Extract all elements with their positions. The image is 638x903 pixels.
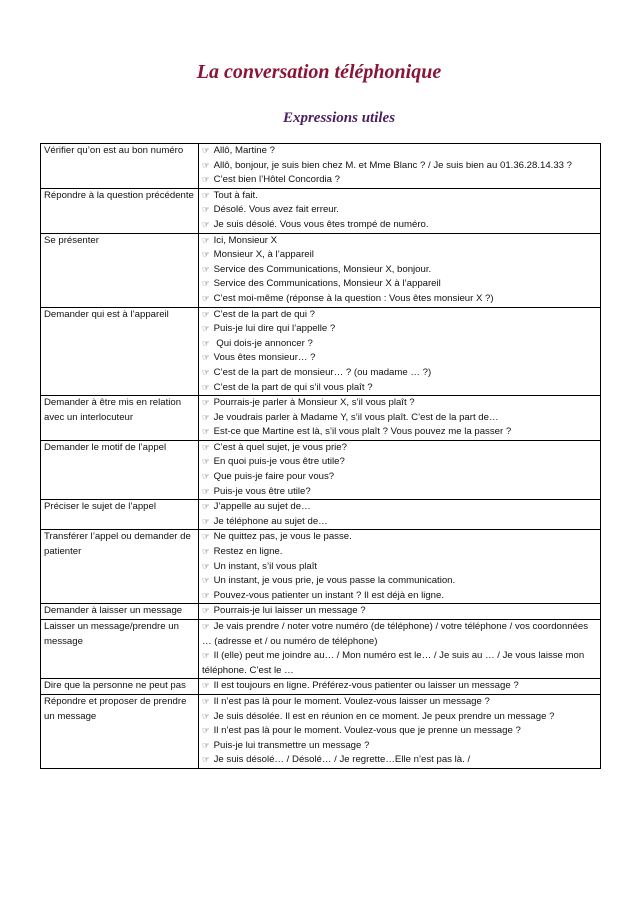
expression-text: En quoi puis-je vous être utile? — [213, 456, 345, 468]
list-item — [202, 695, 597, 710]
expressions-cell — [199, 604, 601, 620]
situation-cell — [41, 307, 199, 396]
list-item — [202, 604, 597, 619]
situation-label: Dire que la personne ne peut pas — [44, 680, 186, 692]
table-row — [41, 396, 601, 441]
pointing-hand-icon: ☞ — [202, 293, 210, 304]
expressions-cell — [199, 144, 601, 189]
table-row — [41, 679, 601, 695]
expression-text: C’est bien l’Hôtel Concordia ? — [213, 174, 341, 186]
list-item — [202, 753, 597, 768]
expressions-cell — [199, 396, 601, 441]
expressions-cell — [199, 694, 601, 768]
table-row — [41, 233, 601, 307]
expression-text: Ne quittez pas, je vous le passe. — [213, 531, 352, 543]
expression-text: C’est de la part de qui ? — [213, 308, 315, 320]
pointing-hand-icon: ☞ — [202, 353, 210, 364]
list-item — [202, 159, 597, 174]
pointing-hand-icon: ☞ — [202, 755, 210, 766]
list-item — [202, 203, 597, 218]
list-item — [202, 173, 597, 188]
expression-text: C’est moi-même (réponse à la question : Vous êtes monsieur X ?) — [213, 292, 494, 304]
pointing-hand-icon: ☞ — [202, 205, 210, 216]
list-item — [202, 620, 597, 649]
list-item — [202, 381, 597, 396]
situation-label: Transférer l’appel ou demander de patienter — [44, 531, 191, 558]
expression-text: Il (elle) peut me joindre au… / Mon numéro est le… / Je suis au … / Je vous laisse mon téléphone. C’est le … — [202, 650, 585, 676]
pointing-hand-icon: ☞ — [202, 472, 210, 483]
list-item — [202, 679, 597, 694]
situation-label: Demander qui est à l’appareil — [44, 308, 169, 320]
expression-text: Un instant, je vous prie, je vous passe la communication. — [213, 575, 456, 587]
pointing-hand-icon: ☞ — [202, 382, 210, 393]
list-item — [202, 455, 597, 470]
expression-text: Vous êtes monsieur… ? — [213, 352, 316, 364]
expression-text: Monsieur X, à l’appareil — [213, 249, 314, 261]
expression-text: Pouvez-vous patienter un instant ? Il est déjà en ligne. — [213, 589, 445, 601]
situation-cell — [41, 188, 199, 233]
pointing-hand-icon: ☞ — [202, 367, 210, 378]
situation-cell — [41, 604, 199, 620]
list-item — [202, 649, 597, 678]
list-item — [202, 396, 597, 411]
pointing-hand-icon: ☞ — [202, 486, 210, 497]
expression-text: Allô, bonjour, je suis bien chez M. et Mme Blanc ? / Je suis bien au 01.36.28.14.33 ? — [213, 159, 573, 171]
expression-text: Puis-je lui transmettre un message ? — [213, 739, 370, 751]
situation-label: Répondre à la question précédente — [44, 189, 194, 201]
pointing-hand-icon: ☞ — [202, 175, 210, 186]
list-item — [202, 500, 597, 515]
expression-text: J’appelle au sujet de… — [213, 501, 311, 513]
pointing-hand-icon: ☞ — [202, 622, 210, 632]
situation-cell — [41, 620, 199, 679]
list-item — [202, 337, 597, 352]
pointing-hand-icon: ☞ — [202, 264, 210, 275]
expression-text: Je téléphone au sujet de… — [213, 515, 328, 527]
list-item — [202, 470, 597, 485]
pointing-hand-icon: ☞ — [202, 219, 210, 230]
situation-label: Vérifier qu’on est au bon numéro — [44, 145, 184, 156]
table-row — [41, 307, 601, 396]
list-item — [202, 710, 597, 725]
list-item — [202, 560, 597, 575]
list-item — [202, 739, 597, 754]
expression-text: Ici, Monsieur X — [213, 234, 278, 246]
situation-cell — [41, 530, 199, 604]
pointing-hand-icon: ☞ — [202, 532, 210, 543]
expression-text: Tout à fait. — [213, 189, 258, 201]
expression-text: Désolé. Vous avez fait erreur. — [213, 204, 339, 216]
expression-text: Qui dois-je annoncer ? — [213, 337, 313, 349]
pointing-hand-icon: ☞ — [202, 324, 210, 335]
expression-text: Je suis désolé. Vous vous êtes trompé de numéro. — [213, 218, 429, 230]
situation-label: Demander à laisser un message — [44, 605, 183, 617]
table-row — [41, 500, 601, 530]
pointing-hand-icon: ☞ — [202, 160, 210, 171]
expression-text: Je suis désolé… / Désolé… / Je regrette…Elle n’est pas là. / — [213, 754, 471, 766]
list-item — [202, 263, 597, 278]
expressions-cell — [199, 500, 601, 530]
table-row — [41, 188, 601, 233]
pointing-hand-icon: ☞ — [202, 279, 210, 290]
pointing-hand-icon: ☞ — [202, 726, 210, 737]
expression-text: Puis-je lui dire qui l’appelle ? — [213, 323, 336, 335]
pointing-hand-icon: ☞ — [202, 651, 210, 662]
expression-text: Il n’est pas là pour le moment. Voulez-vous laisser un message ? — [213, 695, 490, 707]
situation-cell — [41, 500, 199, 530]
situation-label: Répondre et proposer de prendre un message — [44, 695, 187, 722]
expressions-table-body — [41, 144, 601, 769]
pointing-hand-icon: ☞ — [202, 309, 210, 320]
list-item — [202, 530, 597, 545]
pointing-hand-icon: ☞ — [202, 711, 210, 722]
situation-label: Laisser un message/prendre un message — [44, 621, 179, 647]
expression-text: Je voudrais parler à Madame Y, s’il vous plaît. C’est de la part de… — [213, 411, 499, 423]
list-item — [202, 574, 597, 589]
situation-cell — [41, 440, 199, 499]
pointing-hand-icon: ☞ — [202, 681, 210, 692]
situation-cell — [41, 144, 199, 189]
pointing-hand-icon: ☞ — [202, 190, 210, 201]
expression-text: Service des Communications, Monsieur X à l’appareil — [213, 278, 441, 290]
list-item — [202, 589, 597, 604]
page-title: La conversation téléphonique — [196, 61, 442, 83]
list-item — [202, 189, 597, 204]
expressions-cell — [199, 440, 601, 499]
situation-label: Préciser le sujet de l’appel — [44, 501, 156, 513]
expression-text: Allô, Martine ? — [213, 145, 275, 156]
expression-text: Pourrais-je parler à Monsieur X, s’il vous plaît ? — [213, 397, 415, 409]
pointing-hand-icon: ☞ — [202, 740, 210, 751]
list-item — [202, 292, 597, 307]
table-row — [41, 144, 601, 189]
table-row — [41, 604, 601, 620]
pointing-hand-icon: ☞ — [202, 590, 210, 601]
situation-label: Demander le motif de l’appel — [44, 441, 167, 453]
pointing-hand-icon: ☞ — [202, 442, 210, 453]
pointing-hand-icon: ☞ — [202, 235, 210, 246]
situation-label: Demander à être mis en relation avec un interlocuteur — [44, 397, 182, 423]
expression-text: Je vais prendre / noter votre numéro (de téléphone) / votre téléphone / vos coordonnées … (adresse et / ou numéro de téléphone) — [202, 621, 589, 647]
expression-text: Je suis désolée. Il est en réunion en ce moment. Je peux prendre un message ? — [213, 710, 555, 722]
expressions-table — [40, 143, 601, 769]
list-item — [202, 545, 597, 560]
table-row — [41, 694, 601, 768]
expression-text: Puis-je vous être utile? — [213, 485, 311, 497]
expression-text: Un instant, s’il vous plaît — [213, 560, 318, 572]
pointing-hand-icon: ☞ — [202, 516, 210, 527]
situation-cell — [41, 396, 199, 441]
expression-text: Que puis-je faire pour vous? — [213, 471, 335, 483]
pointing-hand-icon: ☞ — [202, 457, 210, 468]
pointing-hand-icon: ☞ — [202, 547, 210, 558]
list-item — [202, 248, 597, 263]
list-item — [202, 366, 597, 381]
pointing-hand-icon: ☞ — [202, 576, 210, 587]
table-row — [41, 620, 601, 679]
pointing-hand-icon: ☞ — [202, 696, 210, 707]
table-row — [41, 440, 601, 499]
list-item — [202, 441, 597, 456]
pointing-hand-icon: ☞ — [202, 427, 210, 438]
list-item — [202, 234, 597, 249]
table-row — [41, 530, 601, 604]
list-item — [202, 218, 597, 233]
expressions-cell — [199, 679, 601, 695]
expression-text: Il est toujours en ligne. Préférez-vous patienter ou laisser un message ? — [213, 680, 519, 692]
pointing-hand-icon: ☞ — [202, 412, 210, 423]
pointing-hand-icon: ☞ — [202, 398, 210, 409]
pointing-hand-icon: ☞ — [202, 250, 210, 261]
expression-text: Service des Communications, Monsieur X, bonjour. — [213, 263, 432, 275]
expressions-cell — [199, 620, 601, 679]
list-item — [202, 485, 597, 500]
pointing-hand-icon: ☞ — [202, 606, 210, 617]
situation-label: Se présenter — [44, 234, 99, 246]
list-item — [202, 322, 597, 337]
expression-text: Est-ce que Martine est là, s’il vous plaît ? Vous pouvez me la passer ? — [213, 426, 512, 438]
expression-text: C’est à quel sujet, je vous prie? — [213, 441, 347, 453]
list-item — [202, 425, 597, 440]
list-item — [202, 308, 597, 323]
situation-cell — [41, 679, 199, 695]
expression-text: Restez en ligne. — [213, 546, 283, 558]
list-item — [202, 277, 597, 292]
pointing-hand-icon: ☞ — [202, 146, 210, 156]
expressions-cell — [199, 188, 601, 233]
expressions-cell — [199, 530, 601, 604]
page-subtitle: Expressions utiles — [282, 110, 396, 126]
expressions-cell — [199, 233, 601, 307]
pointing-hand-icon: ☞ — [202, 338, 210, 349]
expression-text: C’est de la part de monsieur… ? (ou madame … ?) — [213, 366, 432, 378]
list-item — [202, 411, 597, 426]
expression-text: Pourrais-je lui laisser un message ? — [213, 605, 366, 617]
pointing-hand-icon: ☞ — [202, 502, 210, 513]
list-item — [202, 351, 597, 366]
situation-cell — [41, 233, 199, 307]
expressions-cell — [199, 307, 601, 396]
expression-text: Il n’est pas là pour le moment. Voulez-vous que je prenne un message ? — [213, 725, 521, 737]
list-item — [202, 144, 597, 159]
situation-cell — [41, 694, 199, 768]
expression-text: C’est de la part de qui s’il vous plaît ? — [213, 381, 373, 393]
list-item — [202, 515, 597, 530]
list-item — [202, 724, 597, 739]
pointing-hand-icon: ☞ — [202, 561, 210, 572]
